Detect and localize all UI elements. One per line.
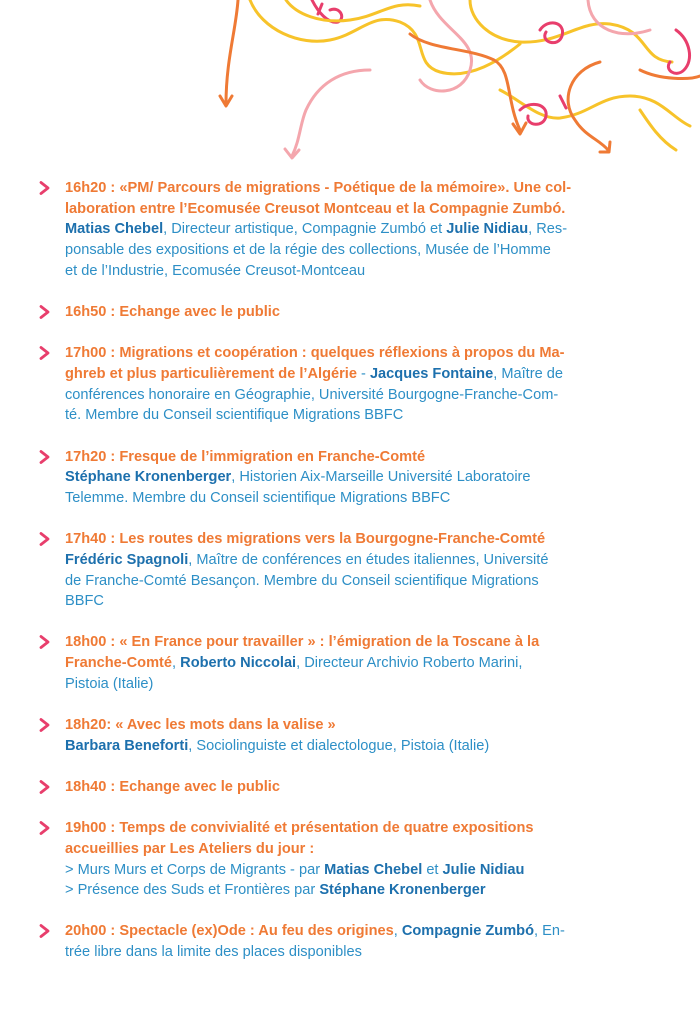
chevron-right-icon <box>38 450 52 464</box>
session-text: , Res- <box>528 221 568 238</box>
speaker-name: Compagnie Zumbó <box>401 923 534 940</box>
session-title: 19h00 : Temps de convivialité et présentation de quatre expositions <box>65 820 534 837</box>
program-item <box>38 178 642 282</box>
program-line <box>65 880 642 901</box>
session-title: laboration entre l’Ecomusée Creusot Montceau et la Compagnie Zumbó. <box>65 200 566 217</box>
session-text: , Maître de <box>493 365 563 382</box>
session-title: 17h40 : Les routes des migrations vers la Bourgogne-Franche-Comté <box>65 531 546 548</box>
speaker-name: Stéphane Kronenberger <box>319 882 486 899</box>
session-text: de Franche-Comté Besançon. Membre du Conseil scientifique Migrations <box>65 572 539 589</box>
program-list <box>38 178 642 983</box>
program-line <box>65 488 642 509</box>
session-text: et de l’Industrie, Ecomusée Creusot-Montceau <box>65 262 366 279</box>
orange-arrow-icon <box>220 0 238 106</box>
session-title: 20h00 : Spectacle (ex)Ode : Au feu des origines <box>65 923 394 940</box>
session-text: > Présence des Suds et Frontières par <box>65 882 320 899</box>
program-line <box>65 715 642 736</box>
speaker-name: Stéphane Kronenberger <box>65 469 232 486</box>
program-item <box>38 715 642 756</box>
chevron-right-icon <box>38 635 52 649</box>
session-text: , Sociolinguiste et dialectologue, Pistoia (Italie) <box>188 737 490 754</box>
program-line <box>65 653 642 674</box>
program-line <box>65 199 642 220</box>
program-item <box>38 921 642 962</box>
program-line <box>65 591 642 612</box>
program-line <box>65 921 642 942</box>
pink-curve-icon <box>420 0 650 91</box>
session-text: , En- <box>534 923 565 940</box>
session-title: 16h50 : Echange avec le public <box>65 304 280 321</box>
program-line <box>65 364 642 385</box>
session-text: et <box>422 861 443 878</box>
session-text: Pistoia (Italie) <box>65 675 154 692</box>
chevron-right-icon <box>38 821 52 835</box>
program-item <box>38 777 642 798</box>
program-line <box>65 240 642 261</box>
session-text: , Directeur artistique, Compagnie Zumbó et <box>163 221 447 238</box>
program-line <box>65 942 642 963</box>
session-text: té. Membre du Conseil scientifique Migrations BBFC <box>65 407 404 424</box>
chevron-right-icon <box>38 305 52 319</box>
session-text: trée libre dans la limite des places disponibles <box>65 944 362 961</box>
program-item <box>38 529 642 612</box>
speaker-name: Roberto Niccolai <box>180 655 297 672</box>
program-item <box>38 447 642 509</box>
chevron-right-icon <box>38 346 52 360</box>
session-text: , <box>393 923 402 940</box>
speaker-name: Julie Nidiau <box>446 221 529 238</box>
program-line <box>65 818 642 839</box>
speaker-name: Jacques Fontaine <box>369 365 494 382</box>
session-text: , Directeur Archivio Roberto Marini, <box>296 655 523 672</box>
session-text: , Historien Aix-Marseille Université Laboratoire <box>231 469 531 486</box>
session-title: 16h20 : «PM/ Parcours de migrations - Poétique de la mémoire». Une col- <box>65 180 572 196</box>
speaker-name: Frédéric Spagnoli <box>65 551 189 568</box>
program-line <box>65 343 642 364</box>
program-item <box>38 632 642 694</box>
session-title: accueillies par Les Ateliers du jour : <box>65 840 315 857</box>
program-line <box>65 632 642 653</box>
session-text: , Maître de conférences en études italiennes, Université <box>188 551 549 568</box>
speaker-name: Matias Chebel <box>324 861 423 878</box>
speaker-name: Barbara Beneforti <box>65 737 189 754</box>
decorative-arrows-illustration <box>0 0 700 175</box>
pink-arrow-icon <box>285 70 370 158</box>
session-title: 18h00 : « En France pour travailler » : l’émigration de la Toscane à la <box>65 634 540 651</box>
session-title: 17h00 : Migrations et coopération : quelques réflexions à propos du Ma- <box>65 345 565 362</box>
chevron-right-icon <box>38 718 52 732</box>
session-title: 17h20 : Fresque de l’immigration en Franche-Comté <box>65 448 426 465</box>
program-item <box>38 302 642 323</box>
speaker-name: Julie Nidiau <box>442 861 525 878</box>
program-line <box>65 860 642 881</box>
yellow-arrow-icon <box>640 110 676 150</box>
chevron-right-icon <box>38 924 52 938</box>
speaker-name: Matias Chebel <box>65 221 164 238</box>
program-line <box>65 839 642 860</box>
session-text: Telemme. Membre du Conseil scientifique Migrations BBFC <box>65 489 451 506</box>
program-line <box>65 777 642 798</box>
session-text: - <box>356 365 370 382</box>
session-title: 18h40 : Echange avec le public <box>65 778 280 795</box>
program-line <box>65 385 642 406</box>
program-line <box>65 674 642 695</box>
program-line <box>65 529 642 550</box>
program-line <box>65 405 642 426</box>
program-line <box>65 736 642 757</box>
program-line <box>65 447 642 468</box>
program-line <box>65 302 642 323</box>
program-line <box>65 550 642 571</box>
session-text: BBFC <box>65 593 104 610</box>
session-text: , <box>172 655 181 672</box>
chevron-right-icon <box>38 532 52 546</box>
program-line <box>65 571 642 592</box>
program-item <box>38 818 642 901</box>
session-text: conférences honoraire en Géographie, Université Bourgogne-Franche-Com- <box>65 386 559 403</box>
program-line <box>65 261 642 282</box>
session-text: > Murs Murs et Corps de Migrants - par <box>65 861 325 878</box>
program-line <box>65 467 642 488</box>
program-line <box>65 178 642 199</box>
session-text: ponsable des expositions et de la régie des collections, Musée de l’Homme <box>65 242 551 259</box>
chevron-right-icon <box>38 181 52 195</box>
program-line <box>65 219 642 240</box>
chevron-right-icon <box>38 780 52 794</box>
session-title: Franche-Comté <box>65 655 173 672</box>
program-item <box>38 343 642 426</box>
session-title: ghreb et plus particulièrement de l’Algérie <box>65 365 357 382</box>
session-title: 18h20: « Avec les mots dans la valise » <box>65 717 336 734</box>
